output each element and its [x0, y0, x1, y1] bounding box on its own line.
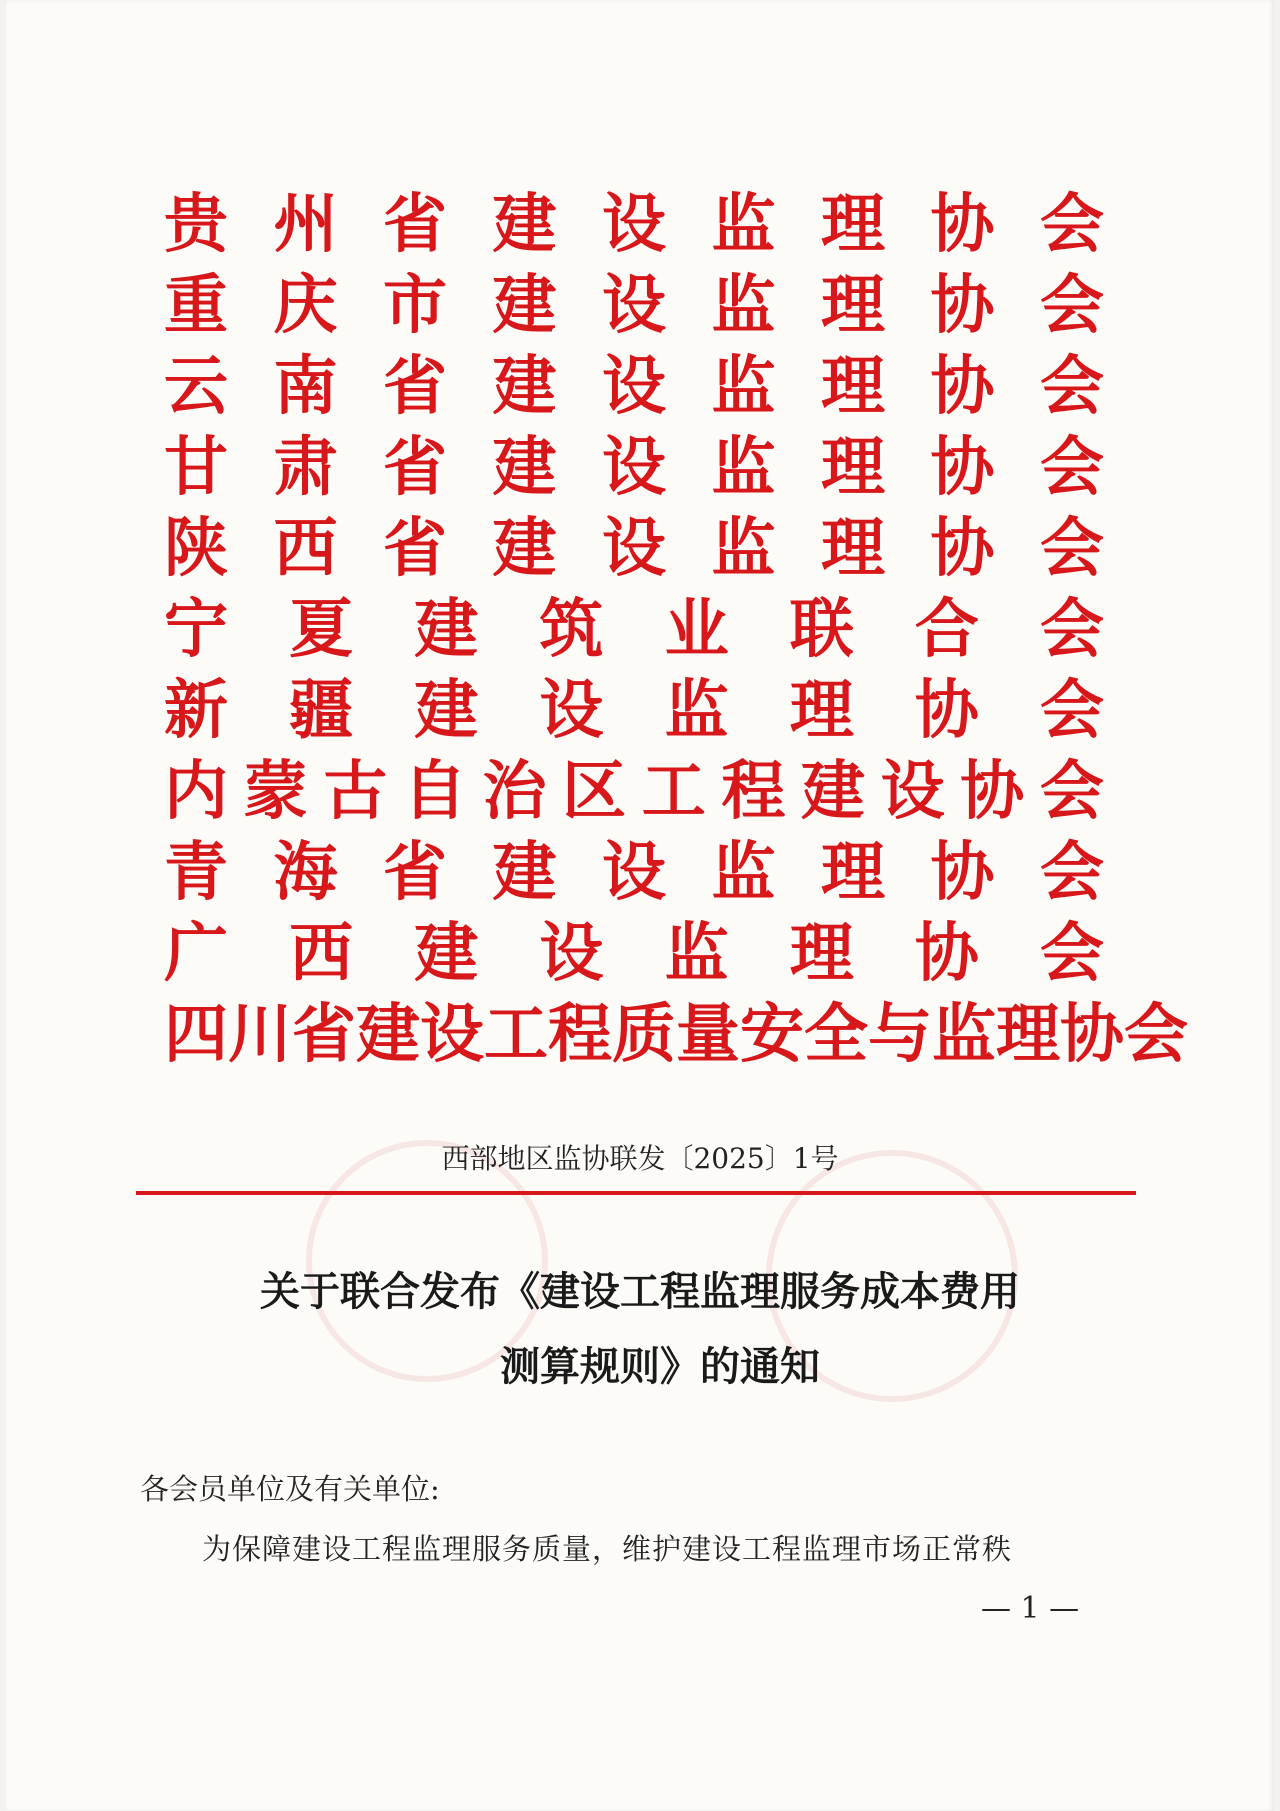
- document-page: [6, 0, 1274, 1811]
- organization-name-char: 会: [1039, 917, 1104, 991]
- organization-name-char: 会: [1040, 269, 1104, 343]
- organization-name-char: 协: [930, 269, 995, 343]
- organization-name-char: 监: [711, 836, 776, 910]
- organization-name-char: 西: [273, 512, 338, 586]
- salutation: 各会员单位及有关单位:: [140, 1472, 440, 1506]
- organization-name-char: 古: [323, 755, 388, 829]
- organization-name-char: 程: [548, 998, 612, 1072]
- organization-name-char: 协: [930, 431, 995, 505]
- organization-name-char: 程: [721, 755, 786, 829]
- organization-name-char: 州: [273, 188, 338, 262]
- organization-name-char: 协: [1060, 998, 1124, 1072]
- organization-name-char: 设: [602, 836, 666, 910]
- organization-name: [164, 347, 1104, 428]
- organization-name-char: 省: [292, 998, 356, 1072]
- organization-name-char: 业: [664, 593, 729, 667]
- organization-name: [164, 995, 1188, 1076]
- organization-name-char: 协: [960, 755, 1025, 829]
- organization-name-char: 理: [821, 350, 885, 424]
- organization-name-char: 全: [804, 998, 868, 1072]
- organization-name-char: 甘: [164, 431, 228, 505]
- organization-name-char: 蒙: [243, 755, 308, 829]
- organization-name-char: 合: [914, 593, 979, 667]
- body-paragraph: 为保障建设工程监理服务质量，维护建设工程监理市场正常秩: [202, 1532, 1013, 1566]
- issuing-organizations: [164, 185, 1188, 1076]
- organization-name-char: 协: [930, 188, 995, 262]
- organization-name: [164, 185, 1104, 266]
- page-number: — 1 —: [981, 1591, 1080, 1626]
- organization-name-char: 监: [711, 269, 776, 343]
- organization-name-char: 省: [383, 350, 447, 424]
- organization-name-char: 监: [711, 512, 776, 586]
- organization-name-char: 会: [1040, 512, 1104, 586]
- organization-name-char: 建: [492, 350, 557, 424]
- organization-name-char: 理: [821, 431, 885, 505]
- organization-name-char: 川: [228, 998, 292, 1072]
- organization-name-char: 会: [1040, 188, 1104, 262]
- organization-name-char: 监: [711, 188, 776, 262]
- organization-name-char: 理: [789, 917, 854, 991]
- organization-name: [164, 833, 1104, 914]
- organization-name-char: 会: [1040, 431, 1104, 505]
- organization-name-char: 理: [996, 998, 1060, 1072]
- organization-name-char: 建: [492, 431, 557, 505]
- organization-name-char: 设: [420, 998, 484, 1072]
- organization-name-char: 监: [664, 917, 729, 991]
- organization-name-char: 设: [539, 917, 604, 991]
- organization-name-char: 建: [492, 188, 557, 262]
- organization-name-char: 工: [484, 998, 548, 1072]
- organization-name-char: 宁: [164, 593, 228, 667]
- organization-name-char: 会: [1039, 593, 1104, 667]
- organization-name-char: 会: [1040, 350, 1104, 424]
- organization-name-char: 监: [664, 674, 729, 748]
- document-number: 西部地区监协联发〔2025〕1号: [441, 1142, 839, 1175]
- organization-name-char: 贵: [164, 188, 228, 262]
- organization-name: [164, 914, 1104, 995]
- organization-name-char: 内: [164, 755, 228, 829]
- organization-name-char: 理: [821, 836, 885, 910]
- red-divider-line: [136, 1191, 1136, 1195]
- organization-name-char: 理: [821, 269, 885, 343]
- organization-name-char: 设: [602, 350, 666, 424]
- organization-name-char: 协: [930, 350, 995, 424]
- organization-name-char: 治: [482, 755, 547, 829]
- organization-name-char: 省: [383, 188, 447, 262]
- organization-name-char: 建: [356, 998, 420, 1072]
- organization-name-char: 监: [932, 998, 996, 1072]
- organization-name-char: 建: [414, 674, 479, 748]
- organization-name-char: 省: [383, 431, 447, 505]
- organization-name-char: 夏: [289, 593, 354, 667]
- organization-name-char: 区: [562, 755, 627, 829]
- organization-name-char: 广: [164, 917, 228, 991]
- organization-name-char: 监: [711, 350, 776, 424]
- organization-name: [164, 671, 1104, 752]
- organization-name-char: 设: [602, 269, 666, 343]
- organization-name-char: 省: [383, 836, 447, 910]
- organization-name-char: 筑: [539, 593, 604, 667]
- organization-name-char: 协: [914, 674, 979, 748]
- organization-name-char: 建: [414, 917, 479, 991]
- organization-name-char: 监: [711, 431, 776, 505]
- organization-name-char: 安: [740, 998, 804, 1072]
- organization-name-char: 南: [273, 350, 338, 424]
- organization-name-char: 青: [164, 836, 228, 910]
- organization-name-char: 庆: [273, 269, 338, 343]
- organization-name-char: 自: [402, 755, 467, 829]
- organization-name-char: 设: [602, 431, 666, 505]
- organization-name-char: 省: [383, 512, 447, 586]
- organization-name-char: 会: [1124, 998, 1188, 1072]
- organization-name-char: 新: [164, 674, 228, 748]
- organization-name: [164, 428, 1104, 509]
- document-title-line-2: 测算规则》的通知: [500, 1343, 820, 1390]
- organization-name-char: 海: [273, 836, 338, 910]
- organization-name-char: 会: [1040, 836, 1104, 910]
- organization-name-char: 陕: [164, 512, 228, 586]
- organization-name-char: 会: [1039, 755, 1104, 829]
- organization-name-char: 肃: [273, 431, 338, 505]
- organization-name-char: 设: [880, 755, 945, 829]
- organization-name-char: 协: [930, 512, 995, 586]
- organization-name-char: 与: [868, 998, 932, 1072]
- organization-name-char: 工: [641, 755, 706, 829]
- organization-name-char: 会: [1039, 674, 1104, 748]
- organization-name-char: 设: [602, 512, 666, 586]
- organization-name-char: 联: [789, 593, 854, 667]
- organization-name-char: 协: [930, 836, 995, 910]
- organization-name-char: 建: [414, 593, 479, 667]
- document-title-line-1: 关于联合发布《建设工程监理服务成本费用: [260, 1268, 1020, 1315]
- organization-name-char: 建: [492, 269, 557, 343]
- organization-name-char: 质: [612, 998, 676, 1072]
- organization-name-char: 理: [821, 512, 885, 586]
- organization-name-char: 云: [164, 350, 228, 424]
- organization-name-char: 四: [164, 998, 228, 1072]
- organization-name: [164, 590, 1104, 671]
- organization-name-char: 重: [164, 269, 228, 343]
- organization-name-char: 建: [801, 755, 865, 829]
- organization-name-char: 疆: [289, 674, 354, 748]
- organization-name-char: 设: [602, 188, 666, 262]
- organization-name: [164, 509, 1104, 590]
- organization-name-char: 设: [539, 674, 604, 748]
- organization-name-char: 西: [289, 917, 354, 991]
- organization-name-char: 理: [789, 674, 854, 748]
- organization-name-char: 市: [383, 269, 447, 343]
- organization-name-char: 协: [914, 917, 979, 991]
- organization-name-char: 理: [821, 188, 885, 262]
- organization-name: [164, 752, 1104, 833]
- organization-name: [164, 266, 1104, 347]
- organization-name-char: 量: [676, 998, 740, 1072]
- organization-name-char: 建: [492, 836, 557, 910]
- organization-name-char: 建: [492, 512, 557, 586]
